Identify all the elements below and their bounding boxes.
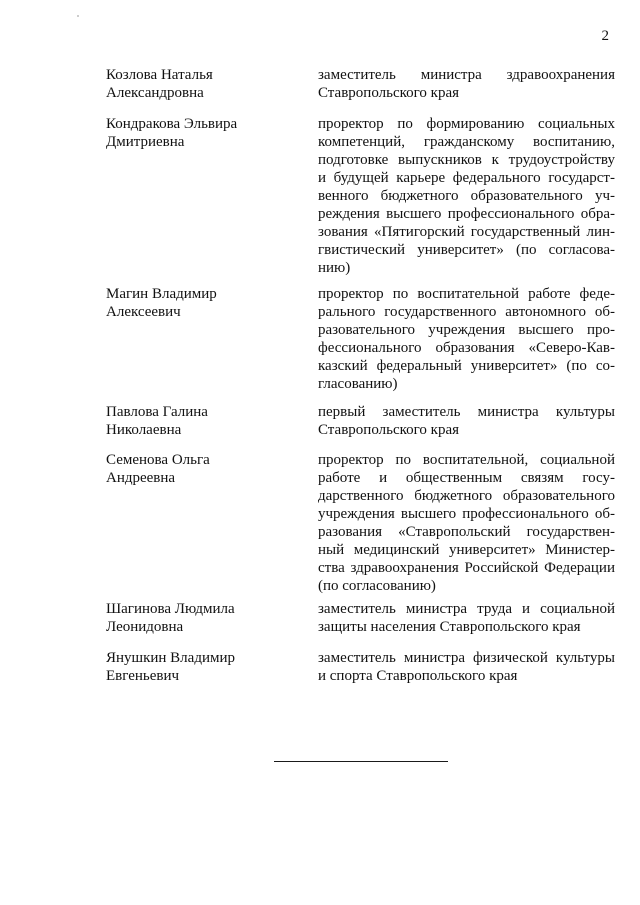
position-line: ный медицинский университет» Министер- [318,542,615,558]
position-line: ства здравоохранения Российской Федерации [318,560,615,576]
person-position [318,285,615,393]
position-line: компетенций, гражданскому воспитанию, [318,134,615,150]
position-line: казский федеральный университет» (по со- [318,358,615,374]
position-line: разовательного учреждения высшего про- [318,322,615,338]
position-line: и спорта Ставропольского края [318,668,518,684]
person-name: Кондракова Эльвира Дмитриевна [106,116,238,150]
position-line: венного бюджетного образовательного уч- [318,188,615,204]
person-name: Павлова Галина Николаевна [106,404,208,438]
position-line: зования «Пятигорский государственный лин- [318,224,615,240]
closing-rule [274,761,448,762]
person-position [318,600,615,636]
position-line: проректор по воспитательной, социальной [318,452,615,468]
position-line: реждения высшего профессионального обра- [318,206,615,222]
person-name: Шагинова Людмила Леонидовна [106,601,235,635]
page-number: 2 [601,28,609,44]
position-line: проректор по формированию социальных [318,116,615,132]
position-line: нию) [318,260,351,276]
position-line: и будущей карьере федерального государст- [318,170,615,186]
position-line: дарственного бюджетного образовательного [318,488,615,504]
position-line: гвистический университет» (по согласова- [318,242,615,258]
person-position [318,115,615,277]
position-line: фессионального образования «Северо-Кав- [318,340,615,356]
position-line: проректор по воспитательной работе феде- [318,286,615,302]
person-position [318,649,615,685]
position-line: заместитель министра здравоохранения [318,67,615,83]
position-line: рального государственного автономного об- [318,304,615,320]
position-line: (по согласованию) [318,578,436,594]
position-line: разования «Ставропольский государствен- [318,524,615,540]
position-line: Ставропольского края [318,85,459,101]
position-line: гласованию) [318,376,398,392]
person-position [318,66,615,102]
position-line: Ставропольского края [318,422,459,438]
position-line: заместитель министра труда и социальной [318,601,615,617]
scan-speck [77,15,79,17]
person-position [318,451,615,595]
position-line: защиты населения Ставропольского края [318,619,581,635]
person-position [318,403,615,439]
person-name: Янушкин Владимир Евгеньевич [106,650,236,684]
person-name: Козлова Наталья Александровна [106,67,213,101]
position-line: работе и общественным связям госу- [318,470,615,486]
position-line: заместитель министра физической культуры [318,650,615,666]
position-line: подготовке выпускников к трудоустройству [318,152,615,168]
position-line: первый заместитель министра культуры [318,404,615,420]
position-line: учреждения высшего профессионального об- [318,506,615,522]
person-name: Магин Владимир Алексеевич [106,286,217,320]
person-name: Семенова Ольга Андреевна [106,452,210,486]
